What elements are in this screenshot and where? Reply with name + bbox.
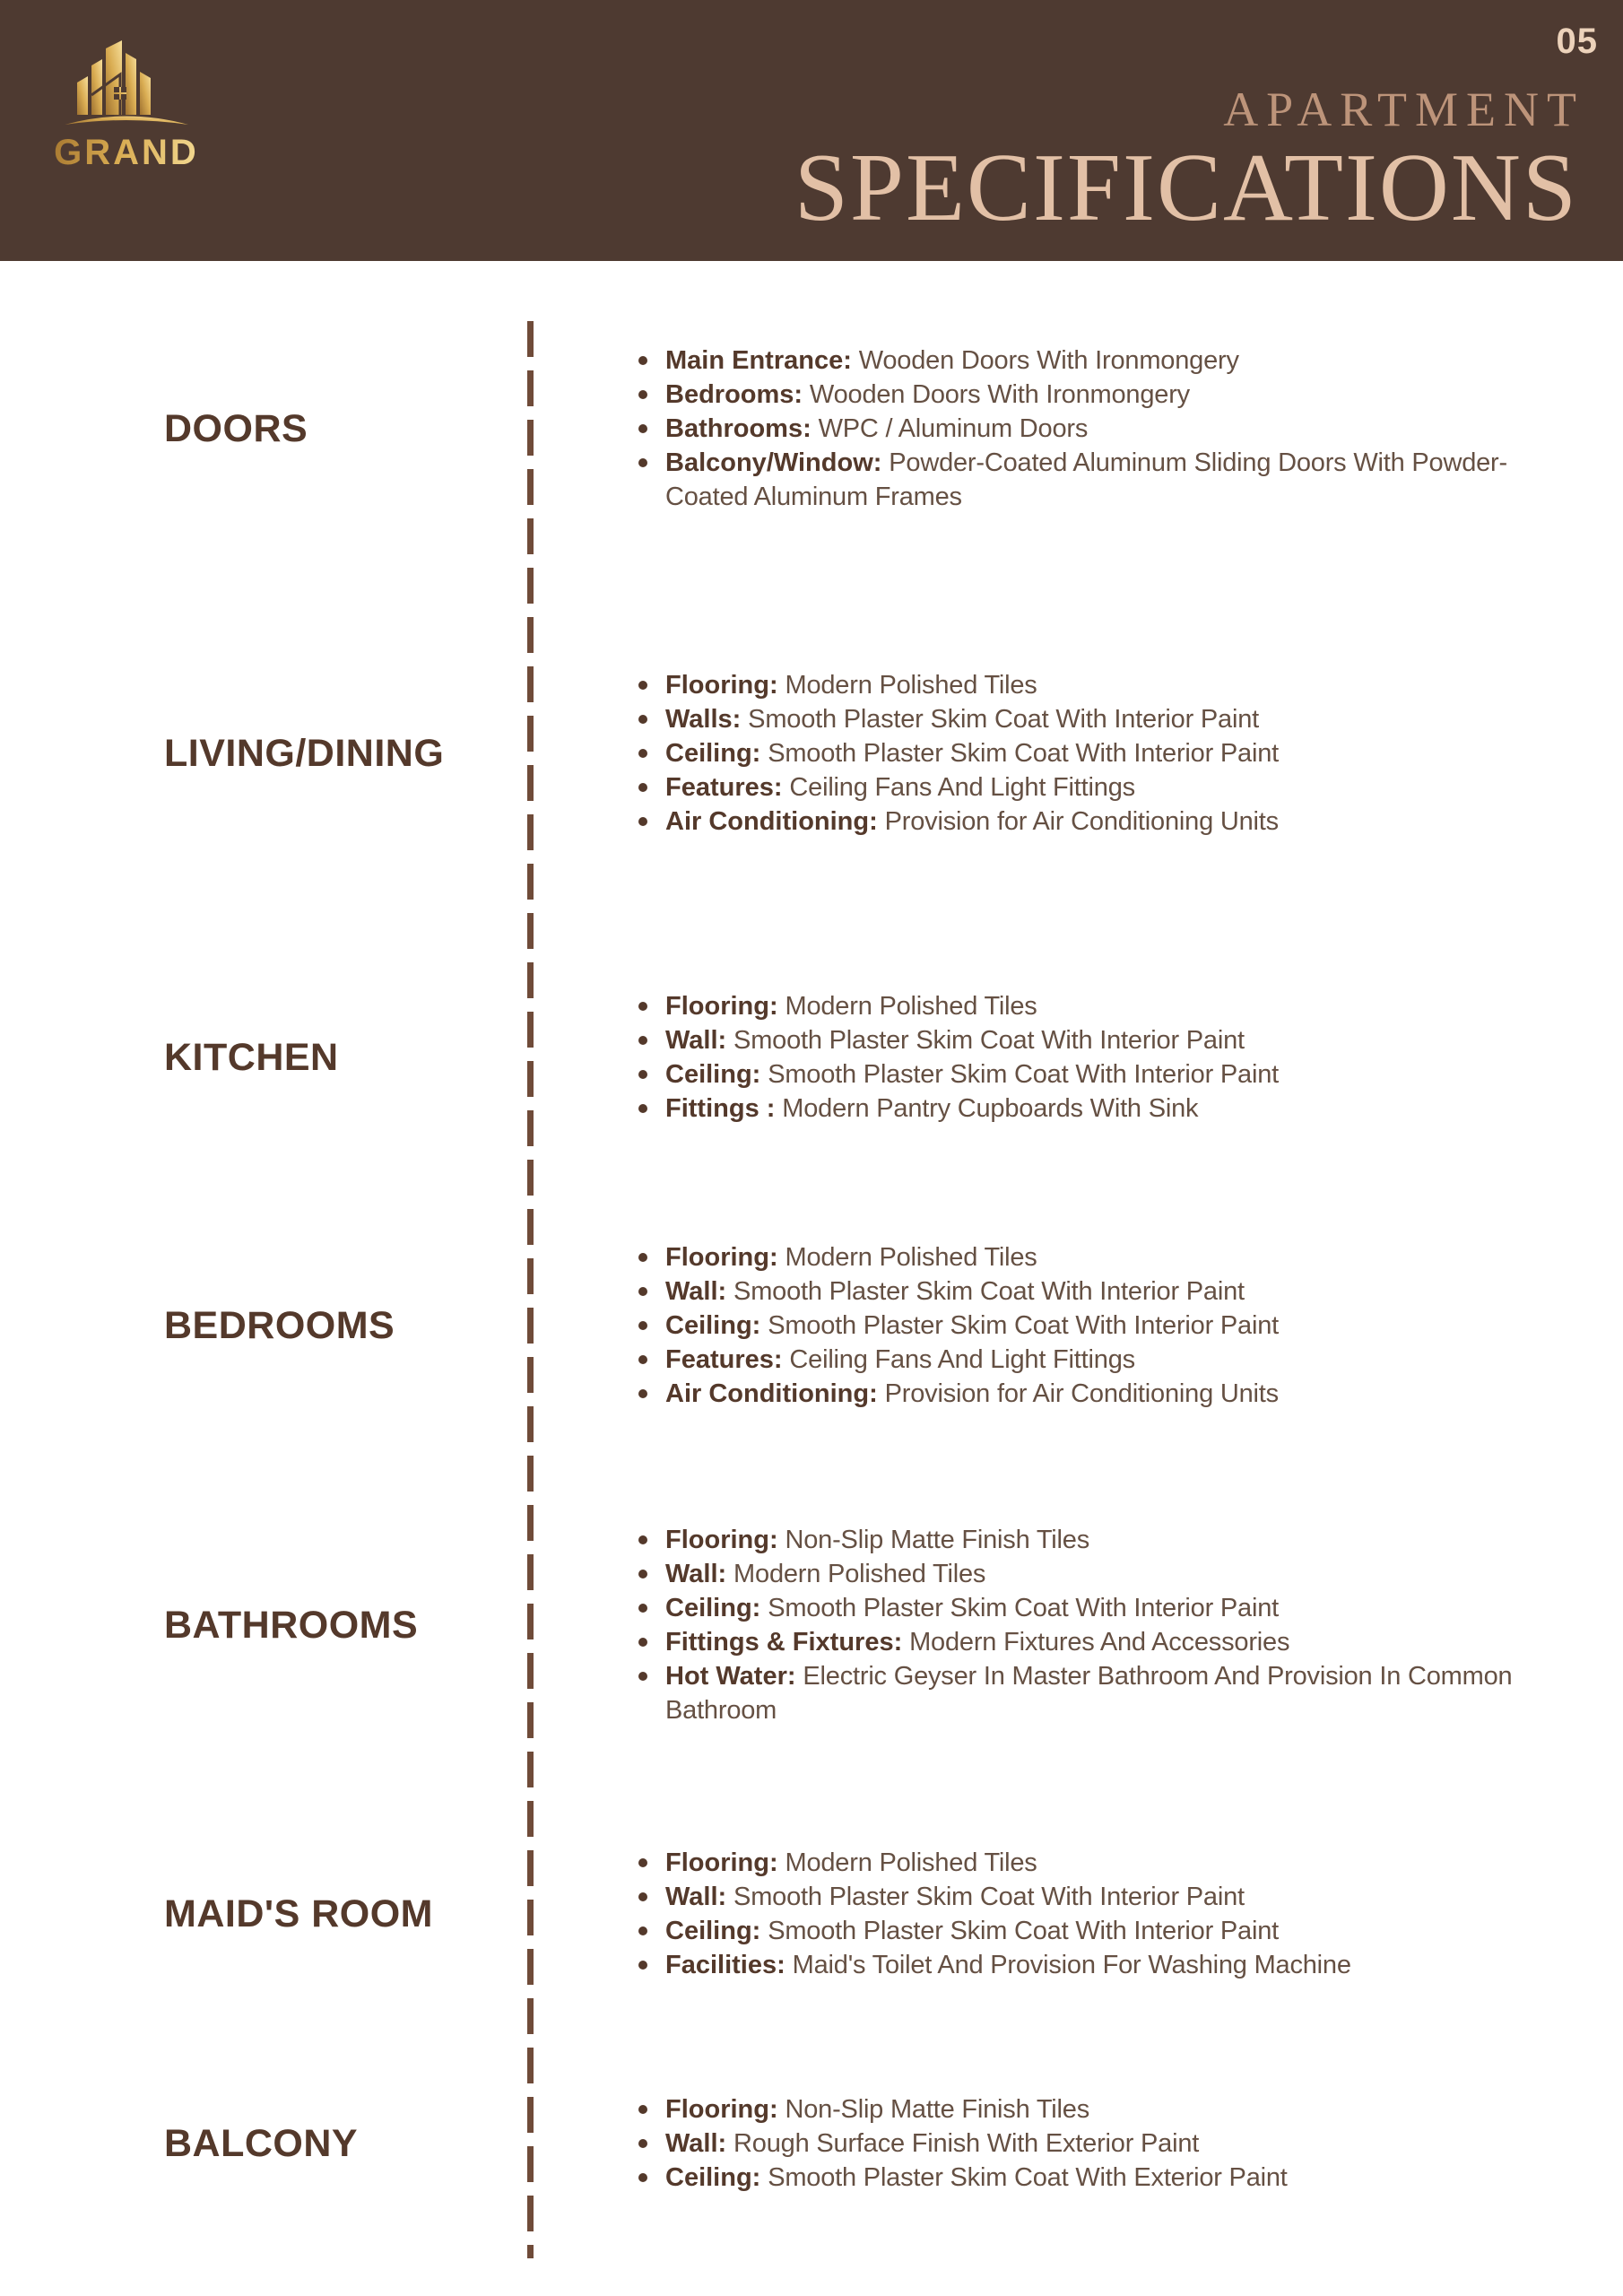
spec-list bbox=[529, 668, 1589, 839]
section-title: MAID'S ROOM bbox=[164, 1892, 433, 1935]
spec-text: Smooth Plaster Skim Coat With Interior Paint bbox=[726, 1277, 1245, 1306]
section-title-cell bbox=[0, 989, 529, 1126]
spec-list bbox=[529, 989, 1589, 1126]
page-title: SPECIFICATIONS bbox=[794, 135, 1578, 241]
spec-text: Provision for Air Conditioning Units bbox=[877, 807, 1279, 836]
spec-list bbox=[529, 344, 1589, 514]
spec-text: Smooth Plaster Skim Coat With Interior Paint bbox=[760, 1311, 1279, 1340]
spec-label: Facilities: bbox=[665, 1951, 785, 1979]
section-title-cell bbox=[0, 1523, 529, 1727]
section-balcony bbox=[0, 2092, 1623, 2195]
spec-item bbox=[529, 1659, 1589, 1727]
spec-label: Walls: bbox=[665, 705, 742, 734]
spec-item bbox=[529, 989, 1589, 1023]
spec-text: Smooth Plaster Skim Coat With Interior Paint bbox=[726, 1883, 1245, 1911]
spec-text: Provision for Air Conditioning Units bbox=[877, 1379, 1279, 1408]
spec-list bbox=[529, 1846, 1589, 1982]
spec-text: Modern Polished Tiles bbox=[777, 1243, 1037, 1272]
spec-label: Ceiling: bbox=[665, 1917, 761, 1945]
spec-item bbox=[529, 1591, 1589, 1625]
spec-text: Modern Polished Tiles bbox=[777, 992, 1037, 1021]
spec-text: Ceiling Fans And Light Fittings bbox=[782, 773, 1135, 802]
section-kitchen bbox=[0, 989, 1623, 1126]
spec-text: WPC / Aluminum Doors bbox=[811, 414, 1089, 443]
spec-list bbox=[529, 2092, 1589, 2195]
spec-item bbox=[529, 378, 1589, 412]
spec-text: Non-Slip Matte Finish Tiles bbox=[777, 2095, 1089, 2124]
spec-text: Modern Fixtures And Accessories bbox=[902, 1628, 1290, 1657]
spec-text: Smooth Plaster Skim Coat With Interior Paint bbox=[760, 1594, 1279, 1622]
section-living-dining bbox=[0, 668, 1623, 839]
spec-label: Wall: bbox=[665, 1560, 727, 1588]
spec-text: Smooth Plaster Skim Coat With Interior Paint bbox=[726, 1026, 1245, 1055]
spec-text: Smooth Plaster Skim Coat With Interior Paint bbox=[760, 1917, 1279, 1945]
section-doors bbox=[0, 344, 1623, 514]
page-header bbox=[0, 0, 1623, 261]
spec-label: Features: bbox=[665, 773, 783, 802]
spec-item bbox=[529, 1625, 1589, 1659]
header-subtitle: APARTMENT bbox=[1223, 83, 1584, 136]
spec-item bbox=[529, 446, 1589, 514]
spec-item bbox=[529, 1240, 1589, 1274]
section-bedrooms bbox=[0, 1240, 1623, 1411]
spec-text: Wooden Doors With Ironmongery bbox=[803, 380, 1190, 409]
spec-item bbox=[529, 1523, 1589, 1557]
spec-label: Flooring: bbox=[665, 1848, 778, 1877]
section-title-cell bbox=[0, 2092, 529, 2195]
spec-item bbox=[529, 1274, 1589, 1309]
spec-item bbox=[529, 2161, 1589, 2195]
section-title: BATHROOMS bbox=[164, 1603, 419, 1647]
spec-item bbox=[529, 1377, 1589, 1411]
spec-label: Flooring: bbox=[665, 671, 778, 700]
spec-item bbox=[529, 804, 1589, 839]
spec-text: Modern Pantry Cupboards With Sink bbox=[775, 1094, 1199, 1123]
spec-label: Flooring: bbox=[665, 992, 778, 1021]
spec-item bbox=[529, 1880, 1589, 1914]
spec-text: Smooth Plaster Skim Coat With Interior Paint bbox=[760, 1060, 1279, 1089]
spec-label: Air Conditioning: bbox=[665, 1379, 878, 1408]
building-icon bbox=[59, 36, 194, 131]
spec-label: Ceiling: bbox=[665, 739, 761, 768]
spec-item bbox=[529, 770, 1589, 804]
spec-text: Smooth Plaster Skim Coat With Exterior Paint bbox=[760, 2163, 1288, 2192]
section-title-cell bbox=[0, 1846, 529, 1982]
spec-text: Modern Polished Tiles bbox=[777, 671, 1037, 700]
spec-text: Ceiling Fans And Light Fittings bbox=[782, 1345, 1135, 1374]
header-titles bbox=[794, 83, 1584, 241]
spec-item bbox=[529, 1914, 1589, 1948]
spec-label: Balcony/Window: bbox=[665, 448, 882, 477]
spec-item bbox=[529, 1557, 1589, 1591]
section-title: KITCHEN bbox=[164, 1035, 339, 1079]
spec-item bbox=[529, 736, 1589, 770]
spec-label: Hot Water: bbox=[665, 1662, 796, 1691]
spec-label: Flooring: bbox=[665, 2095, 778, 2124]
spec-label: Bedrooms: bbox=[665, 380, 803, 409]
spec-item bbox=[529, 668, 1589, 702]
spec-text: Maid's Toilet And Provision For Washing Machine bbox=[785, 1951, 1351, 1979]
spec-item bbox=[529, 702, 1589, 736]
section-title: BEDROOMS bbox=[164, 1303, 395, 1347]
spec-text: Non-Slip Matte Finish Tiles bbox=[777, 1526, 1089, 1554]
section-title: LIVING/DINING bbox=[164, 731, 445, 775]
section-bathrooms bbox=[0, 1523, 1623, 1727]
section-maids-room bbox=[0, 1846, 1623, 1982]
spec-item bbox=[529, 1846, 1589, 1880]
spec-item bbox=[529, 1023, 1589, 1057]
spec-label: Flooring: bbox=[665, 1526, 778, 1554]
spec-item bbox=[529, 1091, 1589, 1126]
section-title-cell bbox=[0, 1240, 529, 1411]
section-title: DOORS bbox=[164, 406, 308, 450]
spec-item bbox=[529, 412, 1589, 446]
spec-text: Powder-Coated Aluminum Sliding Doors With Powder-Coated Aluminum Frames bbox=[665, 448, 1507, 511]
spec-label: Ceiling: bbox=[665, 1311, 761, 1340]
spec-label: Air Conditioning: bbox=[665, 807, 878, 836]
page-number: 05 bbox=[1556, 22, 1598, 61]
spec-list bbox=[529, 1240, 1589, 1411]
spec-label: Ceiling: bbox=[665, 1060, 761, 1089]
spec-text: Modern Polished Tiles bbox=[726, 1560, 986, 1588]
spec-label: Flooring: bbox=[665, 1243, 778, 1272]
spec-label: Wall: bbox=[665, 1883, 727, 1911]
section-title-cell bbox=[0, 344, 529, 514]
spec-label: Fittings : bbox=[665, 1094, 776, 1123]
spec-item bbox=[529, 1343, 1589, 1377]
logo-wordmark: GRAND bbox=[50, 133, 203, 173]
spec-label: Wall: bbox=[665, 1277, 727, 1306]
spec-label: Main Entrance: bbox=[665, 346, 852, 375]
spec-label: Fittings & Fixtures: bbox=[665, 1628, 903, 1657]
spec-item bbox=[529, 1057, 1589, 1091]
spec-item bbox=[529, 2092, 1589, 2126]
spec-text: Modern Polished Tiles bbox=[777, 1848, 1037, 1877]
spec-text: Electric Geyser In Master Bathroom And Provision In Common Bathroom bbox=[665, 1662, 1513, 1725]
grand-logo bbox=[50, 36, 203, 173]
section-title: BALCONY bbox=[164, 2121, 359, 2165]
spec-text: Smooth Plaster Skim Coat With Interior Paint bbox=[760, 739, 1279, 768]
spec-item bbox=[529, 1948, 1589, 1982]
spec-label: Bathrooms: bbox=[665, 414, 812, 443]
spec-list bbox=[529, 1523, 1589, 1727]
spec-text: Rough Surface Finish With Exterior Paint bbox=[726, 2129, 1200, 2158]
section-title-cell bbox=[0, 668, 529, 839]
spec-item bbox=[529, 2126, 1589, 2161]
spec-text: Smooth Plaster Skim Coat With Interior Paint bbox=[741, 705, 1259, 734]
spec-text: Wooden Doors With Ironmongery bbox=[851, 346, 1239, 375]
spec-item bbox=[529, 1309, 1589, 1343]
spec-label: Wall: bbox=[665, 1026, 727, 1055]
spec-label: Ceiling: bbox=[665, 2163, 761, 2192]
spec-label: Wall: bbox=[665, 2129, 727, 2158]
spec-item bbox=[529, 344, 1589, 378]
spec-label: Features: bbox=[665, 1345, 783, 1374]
spec-label: Ceiling: bbox=[665, 1594, 761, 1622]
